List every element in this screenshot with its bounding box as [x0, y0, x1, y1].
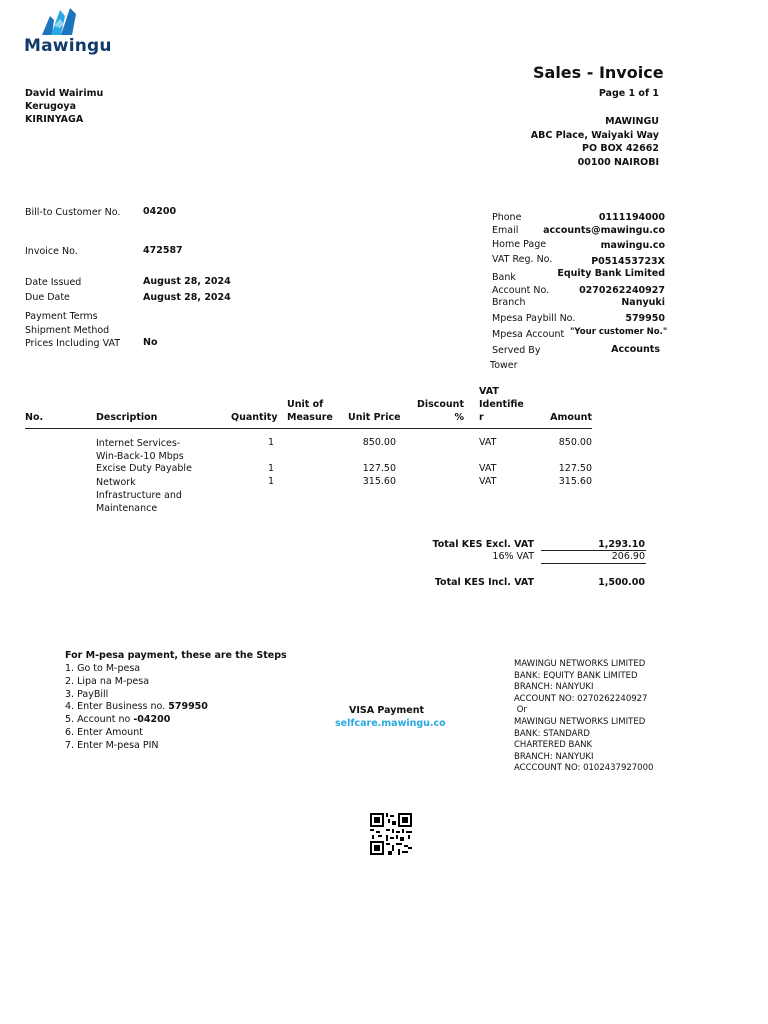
served-by-value: Accounts: [611, 344, 660, 355]
mpesa-account-label: Mpesa Account: [492, 329, 565, 340]
invoice-no-label: Invoice No.: [25, 246, 78, 257]
mpesa-step: 2. Lipa na M-pesa: [65, 676, 150, 687]
prices-vat-label: Prices Including VAT: [25, 338, 121, 349]
row-vat: VAT: [479, 476, 497, 487]
company-name: MAWINGU: [605, 116, 659, 127]
bank-line: BRANCH: NANYUKI: [514, 751, 594, 762]
mpesa-step-text: 4. Enter Business no.: [65, 701, 166, 712]
total-incl-label: Total KES Incl. VAT: [434, 577, 534, 588]
branch-value: Nanyuki: [621, 297, 665, 308]
bank-line: MAWINGU NETWORKS LIMITED: [514, 716, 646, 727]
vat-reg-label: VAT Reg. No.: [492, 254, 553, 265]
email-label: Email: [492, 225, 519, 236]
branch-label: Branch: [492, 297, 526, 308]
row-vat: VAT: [479, 463, 497, 474]
customer-county: KIRINYAGA: [25, 114, 84, 125]
row-quantity: 1: [267, 437, 274, 448]
mpesa-title: For M-pesa payment, these are the Steps: [65, 650, 287, 661]
row-description: Network Infrastructure and Maintenance: [96, 477, 182, 514]
due-date-value: August 28, 2024: [143, 292, 231, 303]
payment-terms-label: Payment Terms: [25, 311, 98, 322]
mpesa-step: [65, 701, 208, 712]
header-uom-line1: Unit of: [287, 399, 324, 410]
phone-value: 0111194000: [598, 212, 665, 223]
company-address-3: 00100 NAIROBI: [577, 157, 659, 168]
bank-details: [514, 659, 653, 775]
bank-line: MAWINGU NETWORKS LIMITED: [514, 659, 646, 669]
served-by-label: Served By: [492, 345, 541, 356]
bank-value: Equity Bank Limited: [557, 268, 665, 279]
row-description: Excise Duty Payable: [96, 463, 192, 474]
row-amount: 850.00: [558, 437, 592, 448]
header-discount-line1: Discount: [416, 399, 464, 410]
row-unit-price: 315.60: [362, 476, 396, 487]
total-incl-value: 1,500.00: [598, 577, 645, 588]
company-address-2: PO BOX 42662: [581, 143, 659, 154]
row-quantity: 1: [267, 463, 274, 474]
header-uom-line2: Measure: [287, 412, 333, 423]
invoice-no-value: 472587: [143, 245, 183, 256]
paybill-label: Mpesa Paybill No.: [492, 313, 576, 324]
totals-underline-1: [541, 550, 646, 551]
row-vat: VAT: [479, 437, 497, 448]
header-vat-line2: Identifie: [479, 399, 524, 410]
mpesa-step: 3. PayBill: [65, 689, 109, 700]
bank-line: Or: [514, 705, 527, 716]
mpesa-account-value: "Your customer No.": [570, 327, 668, 337]
header-unit-price: Unit Price: [348, 412, 401, 423]
header-quantity: Quantity: [231, 412, 278, 423]
header-vat-line1: VAT: [479, 386, 499, 397]
row-amount: 127.50: [558, 463, 592, 474]
shipment-method-label: Shipment Method: [25, 325, 110, 336]
bank-line: BRANCH: NANYUKI: [514, 682, 594, 693]
tower-label: Tower: [490, 360, 518, 371]
bank-line: ACCCOUNT NO: 0102437927000: [514, 763, 654, 774]
total-excl-value: 1,293.10: [598, 539, 645, 550]
header-amount: Amount: [550, 412, 592, 423]
totals-underline-2: [541, 563, 646, 564]
vat-label: 16% VAT: [492, 551, 534, 562]
mpesa-step: [65, 714, 170, 725]
account-label: Account No.: [492, 285, 550, 296]
prices-vat-value: No: [143, 337, 158, 348]
bank-line: ACCOUNT NO: 0270262240927: [514, 693, 648, 704]
row-unit-price: 850.00: [362, 437, 396, 448]
account-value: 0270262240927: [579, 285, 665, 296]
header-no: No.: [25, 412, 44, 423]
date-issued-label: Date Issued: [25, 277, 82, 288]
company-logo: [24, 6, 112, 56]
billto-label: Bill-to Customer No.: [25, 207, 121, 218]
header-divider: [25, 428, 592, 429]
qr-code-graphic: [369, 813, 413, 855]
document-title: Sales - Invoice: [533, 63, 664, 82]
mpesa-step-text: 5. Account no: [65, 714, 131, 725]
qr-code-icon: [369, 813, 413, 855]
date-issued-value: August 28, 2024: [143, 276, 231, 287]
due-date-label: Due Date: [25, 292, 70, 303]
visa-payment-link[interactable]: selfcare.mawingu.co: [335, 718, 446, 729]
customer-town: Kerugoya: [25, 101, 77, 112]
company-address-1: ABC Place, Waiyaki Way: [530, 130, 659, 141]
mpesa-step: 7. Enter M-pesa PIN: [65, 740, 159, 751]
header-vat-line3: r: [479, 412, 484, 423]
header-discount-line2: %: [454, 412, 464, 423]
mpesa-account-no: -04200: [133, 714, 171, 725]
phone-label: Phone: [492, 212, 522, 223]
vat-value: 206.90: [611, 551, 645, 562]
paybill-value: 579950: [625, 313, 665, 324]
row-unit-price: 127.50: [362, 463, 396, 474]
brand-name: Mawingu: [24, 36, 112, 56]
mpesa-step: 6. Enter Amount: [65, 727, 143, 738]
homepage-value: mawingu.co: [600, 240, 665, 251]
bank-line: BANK: STANDARD CHARTERED BANK: [514, 728, 593, 751]
homepage-label: Home Page: [492, 239, 547, 250]
page-number: Page 1 of 1: [598, 88, 659, 99]
mawingu-wave-logo-icon: [40, 6, 80, 36]
bank-line: BANK: EQUITY BANK LIMITED: [514, 670, 638, 681]
total-excl-label: Total KES Excl. VAT: [432, 539, 534, 550]
header-description: Description: [96, 412, 158, 423]
mpesa-business-no: 579950: [168, 701, 208, 712]
row-quantity: 1: [267, 476, 274, 487]
vat-reg-value: P051453723X: [591, 256, 665, 267]
bank-label: Bank: [492, 272, 516, 283]
billto-value: 04200: [143, 206, 177, 217]
customer-name: David Wairimu: [25, 88, 104, 99]
mpesa-step: 1. Go to M-pesa: [65, 663, 141, 674]
visa-payment-label: VISA Payment: [349, 705, 425, 716]
row-description: Internet Services-Win-Back-10 Mbps: [96, 438, 184, 462]
row-amount: 315.60: [558, 476, 592, 487]
email-value: accounts@mawingu.co: [543, 225, 665, 236]
